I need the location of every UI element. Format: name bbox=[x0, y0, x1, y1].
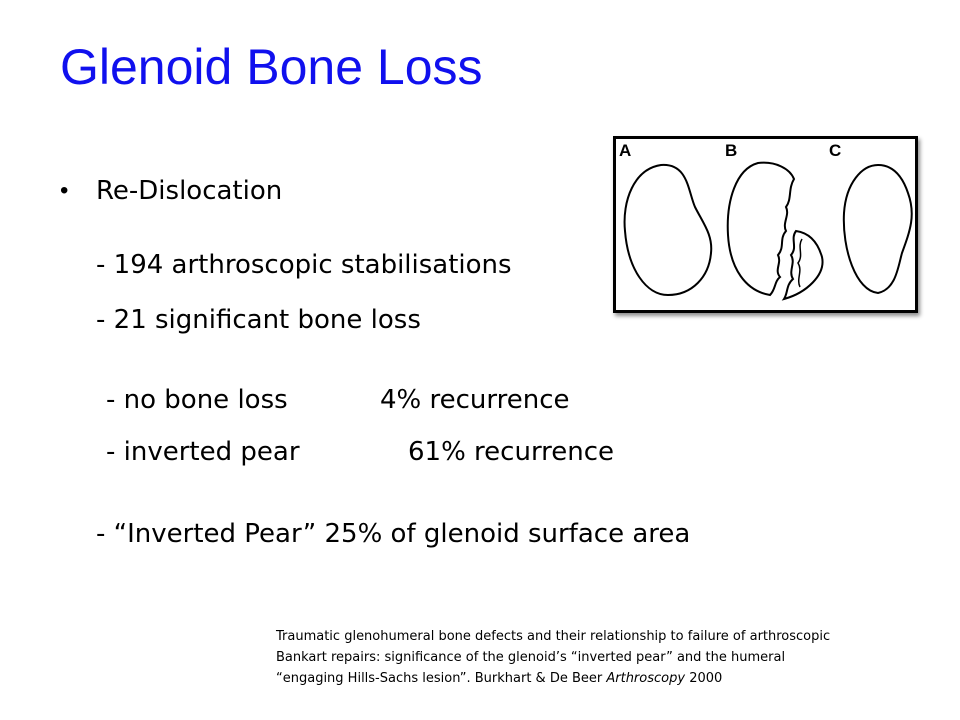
bullet-item bbox=[60, 176, 282, 206]
reference-journal: Arthroscopy bbox=[606, 671, 686, 686]
label-b: B bbox=[725, 141, 738, 160]
no-bone-loss-label: - no bone loss bbox=[106, 385, 288, 415]
label-a: A bbox=[619, 141, 632, 160]
glenoid-shape-b bbox=[728, 163, 794, 295]
glenoid-shapes-diagram bbox=[616, 139, 915, 310]
inverted-pear-label: - inverted pear bbox=[106, 437, 300, 467]
surface-area-line: - “Inverted Pear” 25% of glenoid surface area bbox=[96, 519, 691, 549]
reference-year: 2000 bbox=[685, 671, 723, 686]
glenoid-shape-c bbox=[844, 165, 912, 293]
inverted-pear-value: 61% recurrence bbox=[408, 437, 615, 467]
label-c: C bbox=[829, 141, 842, 160]
stabilisations-line: - 194 arthroscopic stabilisations bbox=[96, 250, 512, 280]
bone-fragment-b bbox=[784, 231, 823, 299]
glenoid-shapes-figure bbox=[613, 136, 918, 313]
bone-fragment-crack bbox=[798, 239, 802, 287]
slide-title: Glenoid Bone Loss bbox=[60, 39, 483, 95]
reference-text: Traumatic glenohumeral bone defects and their relationship to failure of arthroscopic Bankart repairs: significance of the glenoid’s “inverted pear” and the humeral “engaging Hills-Sachs lesion”. Burkhart & De Beer bbox=[276, 629, 831, 686]
glenoid-shape-a bbox=[625, 165, 712, 295]
no-bone-loss-value: 4% recurrence bbox=[380, 385, 570, 415]
bullet-dot-icon: • bbox=[60, 177, 69, 204]
bone-loss-line: - 21 significant bone loss bbox=[96, 305, 421, 335]
bullet-text: Re-Dislocation bbox=[96, 176, 283, 206]
reference-citation bbox=[276, 626, 856, 689]
